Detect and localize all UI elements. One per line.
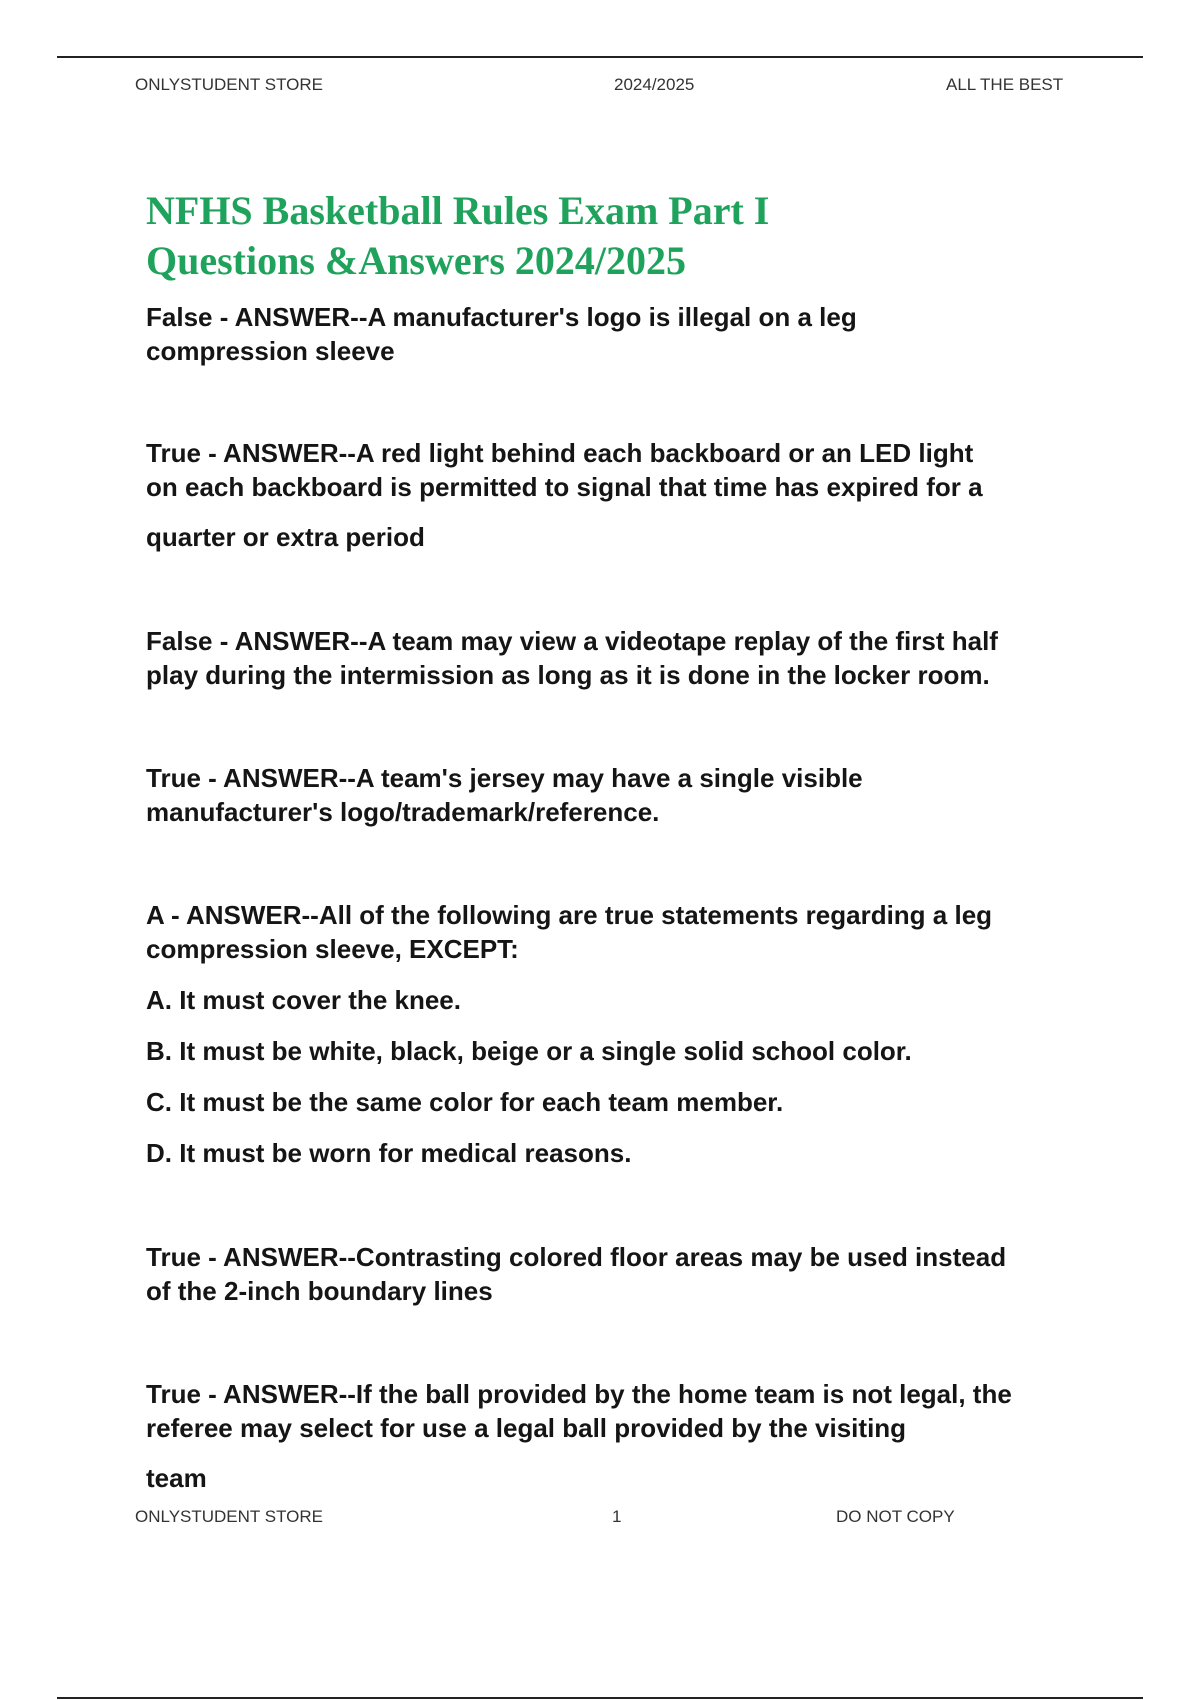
header-center: 2024/2025 [614, 75, 695, 94]
qa-line: quarter or extra period [146, 522, 425, 552]
qa-option: A. It must cover the knee. [146, 985, 461, 1015]
footer-right: DO NOT COPY [836, 1507, 955, 1526]
qa-item [146, 1377, 1096, 1495]
qa-option: D. It must be worn for medical reasons. [146, 1138, 632, 1168]
qa-line: True - ANSWER--If the ball provided by the home team is not legal, the [146, 1379, 1012, 1409]
qa-item [146, 436, 1096, 554]
document-title [146, 186, 1046, 286]
qa-line: True - ANSWER--Contrasting colored floor areas may be used instead [146, 1242, 1007, 1272]
qa-item [146, 761, 1096, 829]
qa-line: A - ANSWER--All of the following are true statements regarding a leg [146, 900, 993, 930]
qa-line: play during the intermission as long as it is done in the locker room. [146, 660, 990, 690]
title-line-1: NFHS Basketball Rules Exam Part I [146, 188, 770, 233]
header-right: ALL THE BEST [946, 75, 1064, 94]
qa-line: True - ANSWER--A red light behind each backboard or an LED light [146, 438, 974, 468]
qa-line: of the 2-inch boundary lines [146, 1276, 493, 1306]
qa-line: team [146, 1463, 207, 1493]
qa-line: manufacturer's logo/trademark/reference. [146, 797, 660, 827]
qa-item [146, 1240, 1096, 1308]
top-divider [57, 56, 1143, 58]
qa-line: on each backboard is permitted to signal that time has expired for a [146, 472, 983, 502]
qa-line: True - ANSWER--A team's jersey may have a single visible [146, 763, 863, 793]
qa-item [146, 624, 1096, 692]
header-left: ONLYSTUDENT STORE [135, 75, 323, 94]
qa-line: compression sleeve, EXCEPT: [146, 934, 519, 964]
title-line-2: Questions &Answers 2024/2025 [146, 238, 687, 283]
qa-option: C. It must be the same color for each team member. [146, 1087, 784, 1117]
footer-left: ONLYSTUDENT STORE [135, 1507, 323, 1526]
qa-line: False - ANSWER--A team may view a videotape replay of the first half [146, 626, 998, 656]
qa-line: compression sleeve [146, 336, 395, 366]
qa-item [146, 300, 1096, 368]
qa-option: B. It must be white, black, beige or a single solid school color. [146, 1036, 912, 1066]
qa-line: referee may select for use a legal ball provided by the visiting [146, 1413, 907, 1443]
footer-page-number: 1 [612, 1507, 622, 1526]
bottom-divider [57, 1697, 1143, 1699]
qa-item [146, 898, 1096, 1170]
qa-line: False - ANSWER--A manufacturer's logo is illegal on a leg [146, 302, 857, 332]
